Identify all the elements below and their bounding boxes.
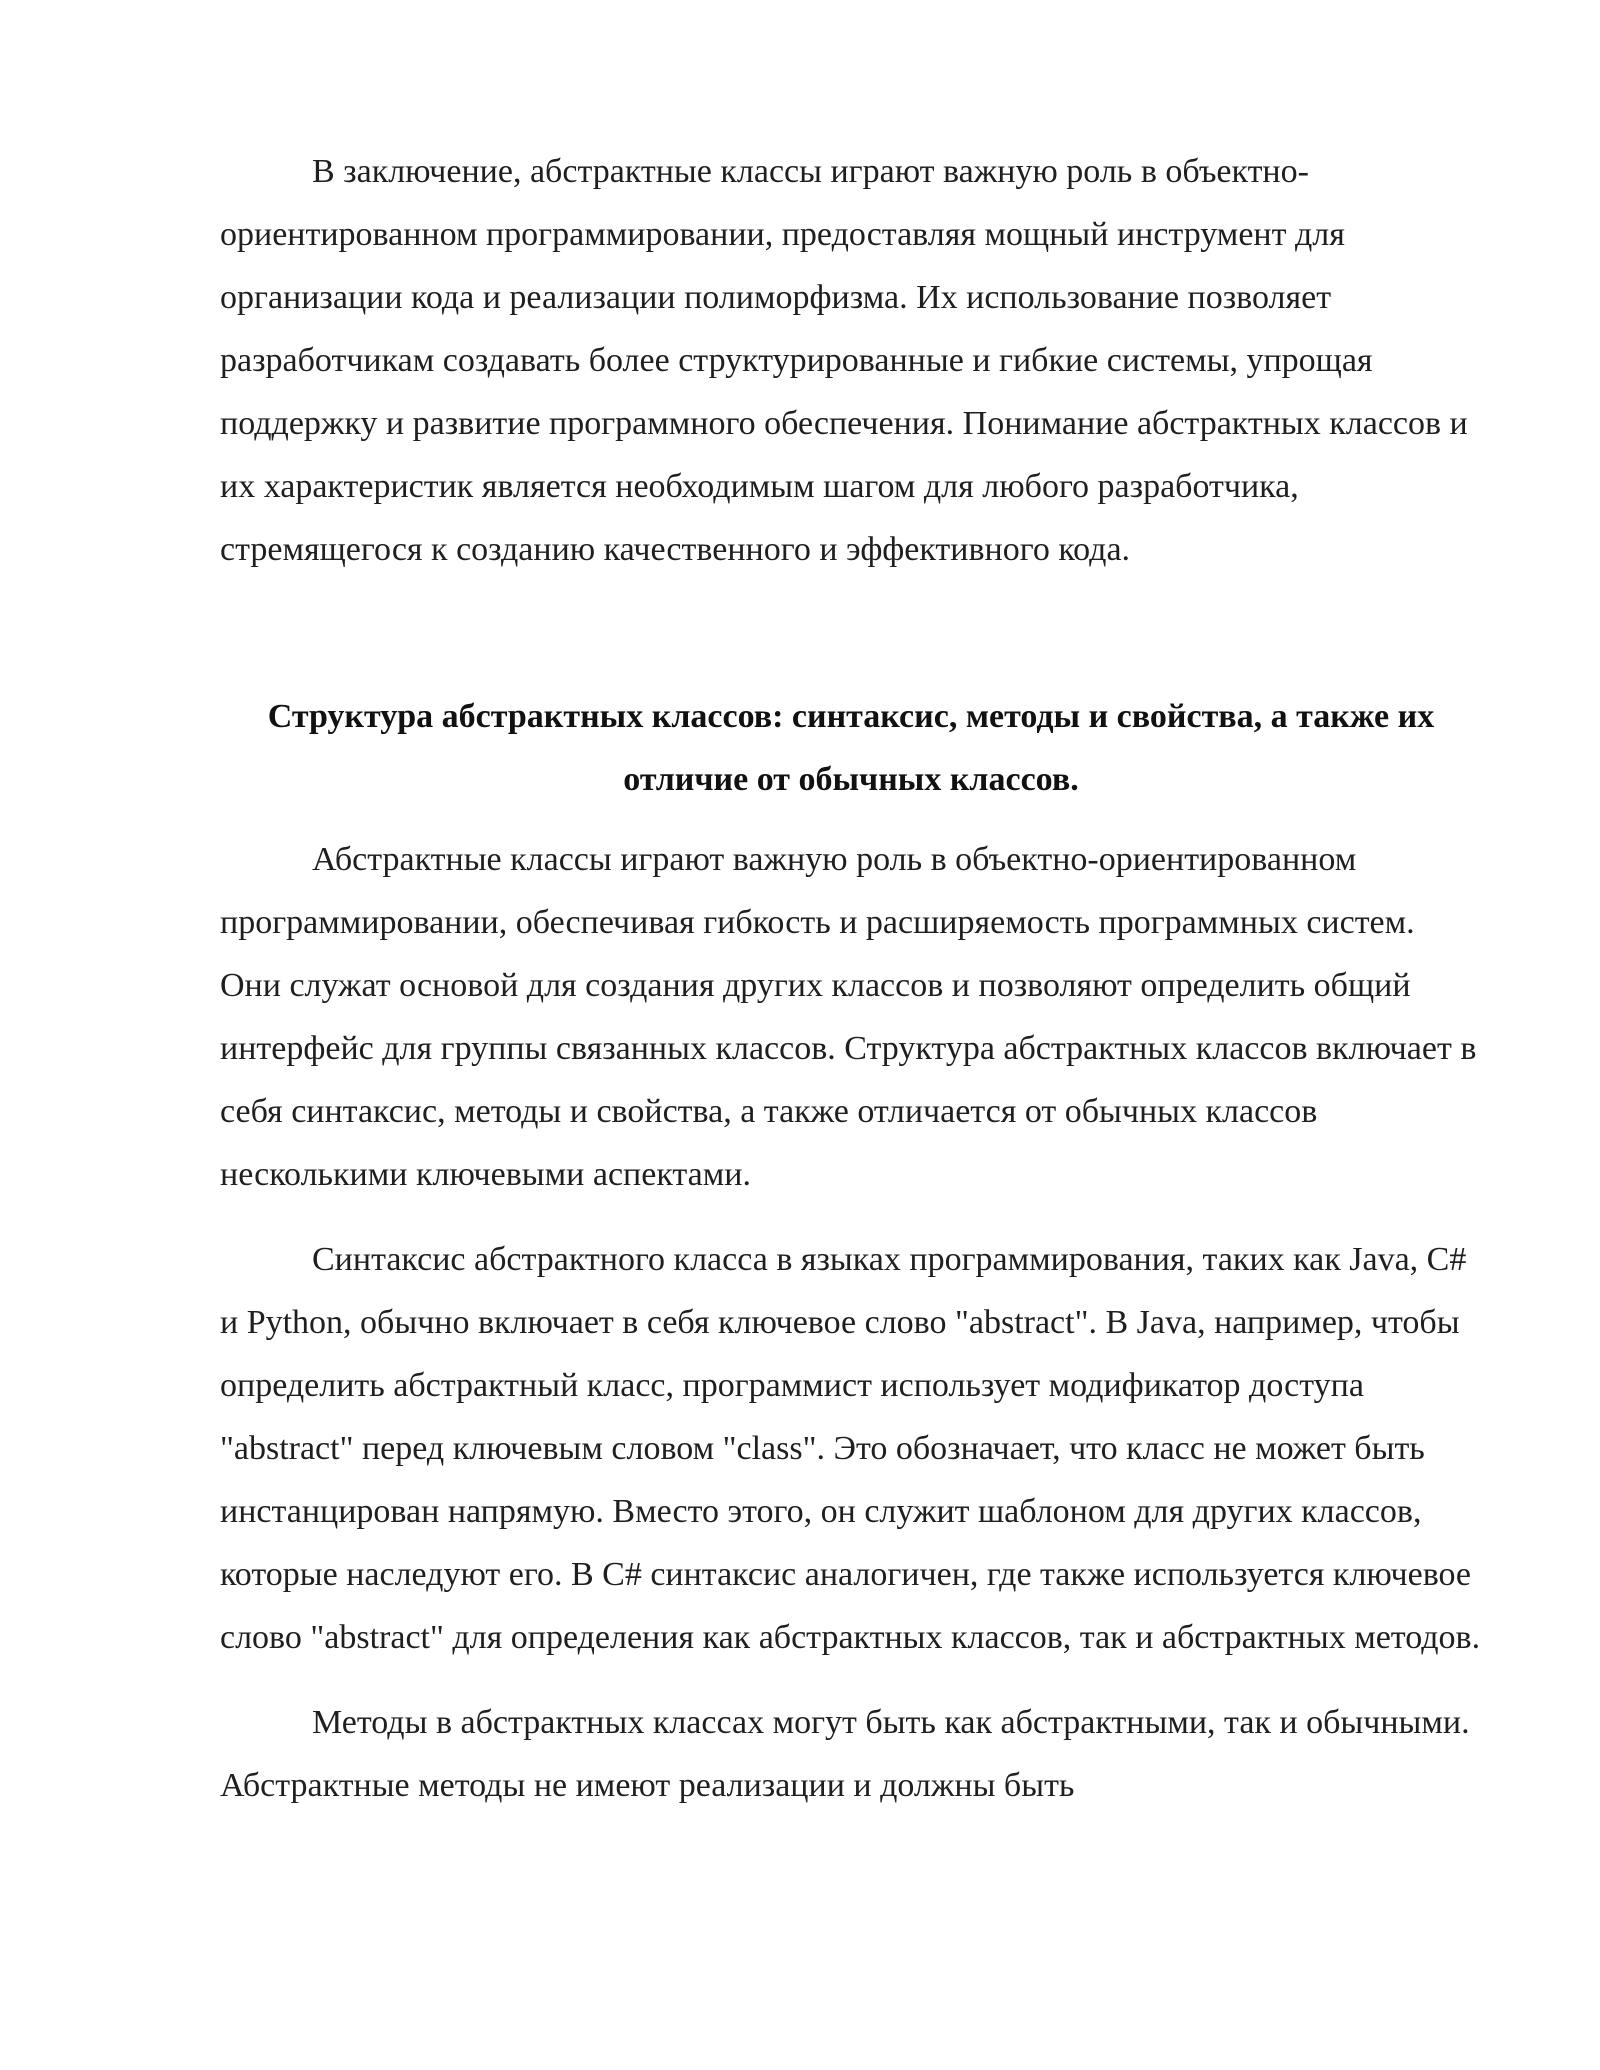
conclusion-section [220,140,1482,581]
section-body [220,828,1482,1817]
methods-paragraph: Методы в абстрактных классах могут быть как абстрактными, так и обычными. Абстрактные методы не имеют реализации и должны быть [220,1704,1470,1804]
conclusion-paragraph: В заключение, абстрактные классы играют важную роль в объектно-ориентированном программировании, предоставляя мощный инструмент для организации кода и реализации полиморфизма. Их использование позволяет разработчикам создавать более структурированные и гибкие системы, упрощая поддержку и развитие программного обеспечения. Понимание абстрактных классов и их характеристик является необходимым шагом для любого разработчика, стремящегося к созданию качественного и эффективного кода. [220,153,1468,568]
section-heading-block [220,685,1482,811]
section-heading: Структура абстрактных классов: синтаксис, методы и свойства, а также их отличие от обычных классов. [267,698,1435,798]
intro-paragraph: Абстрактные классы играют важную роль в объектно-ориентированном программировании, обеспечивая гибкость и расширяемость программных систем. Они служат основой для создания других классов и позволяют определить общий интерфейс для группы связанных классов. Структура абстрактных классов включает в себя синтаксис, методы и свойства, а также отличается от обычных классов несколькими ключевыми аспектами. [220,841,1477,1193]
syntax-paragraph: Синтаксис абстрактного класса в языках программирования, таких как Java, C# и Python, обычно включает в себя ключевое слово "abstract". В Java, например, чтобы определить абстрактный класс, программист использует модификатор доступа "abstract" перед ключевым словом "class". Это обозначает, что класс не может быть инстанцирован напрямую. Вместо этого, он служит шаблоном для других классов, которые наследуют его. В C# синтаксис аналогичен, где также используется ключевое слово "abstract" для определения как абстрактных классов, так и абстрактных методов. [220,1241,1481,1656]
